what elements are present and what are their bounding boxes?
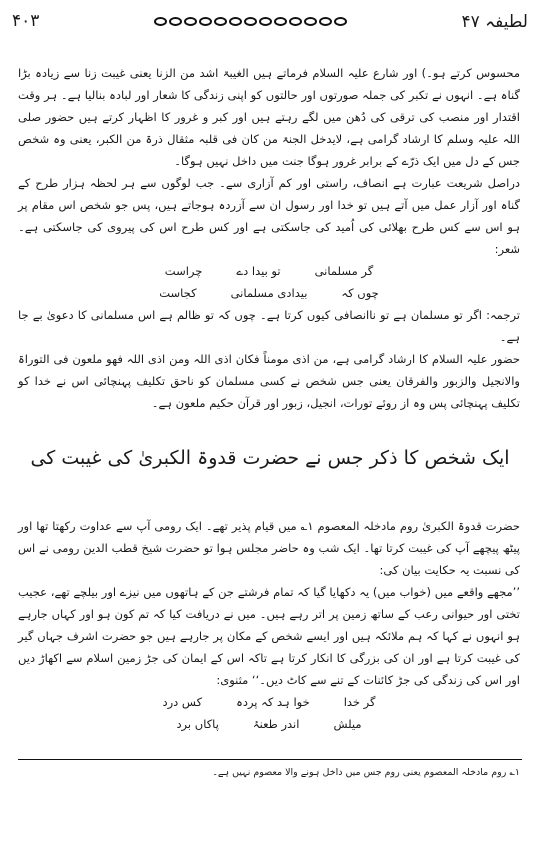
ornament-ring: [289, 17, 302, 26]
verse-segment: کجاست: [159, 286, 197, 300]
ornament-ring: [274, 17, 287, 26]
verse-segment: اندر طعنۂ: [252, 717, 300, 731]
paragraph: محسوس کرتے ہو۔) اور شارع علیہ السلام فرماتے ہیں الغیبۃ اشد من الزنا یعنی غیبت زنا سے زیادہ بڑا گناہ ہے۔ انہوں نے تکبر کی جملہ صورتوں اور حالتوں کو اپنی زندگی کا شعار اور لبادہ بنالیا ہے۔ ہر وقت اقتدار اور منصب کی ترقی کی دُھن میں لگے رہتے ہیں اور کبر و غرور کا اظہار کرتے ہیں حضور صلی اللہ علیہ وسلم کا ارشاد گرامی ہے، لایدخل الجنۃ من کان فی قلبہ مثقال ذرۃ من الکبر، یعنی وہ شخص جس کے دل میں ایک ذرّے کے برابر غرور ہوگا جنت میں داخل نہیں ہوگا۔: [18, 66, 520, 168]
verse-segment: چوں کہ: [341, 286, 379, 300]
ornament-ring: [154, 17, 167, 26]
ornament-ring: [334, 17, 347, 26]
section-heading: ایک شخص کا ذکر جس نے حضرت قدوۃ الکبریٰ کی غیبت کی: [30, 447, 510, 469]
paragraph: دراصل شریعت عبارت ہے انصاف، راستی اور کم آزاری سے۔ جب لوگوں سے ہر لحظہ ہزار طرح کے گناہ اور آزار عمل میں آتے ہیں تو خدا اور رسول ان سے آزردہ ہوجاتے ہیں، پس جو شخص اس مقام پر ہو اس سے کس طرح بھلائی کی اُمید کی جاسکتی ہے اور کس طرح اس کی پیروی کی جاسکتی ہے۔ شعر:: [18, 176, 520, 256]
verse-segment: چراست: [164, 264, 203, 278]
ornament-ring: [244, 17, 257, 26]
persian-verse-line: [18, 260, 520, 282]
persian-verse-line: [18, 691, 520, 713]
ornament-ring: [319, 17, 332, 26]
section-two: [18, 515, 520, 735]
verse-segment: گر خدا: [343, 695, 376, 709]
verse-segment: بیدادی مسلمانی: [230, 286, 308, 300]
chapter-title: لطیفہ ۴۷: [461, 11, 528, 32]
footnote-divider: [18, 759, 522, 760]
ornament-ring: [199, 17, 212, 26]
persian-verse-line: [18, 282, 520, 304]
paragraph: حضرت قدوۃ الکبریٰ روم مادخلہ المعصوم ۱؎ میں قیام پذیر تھے۔ ایک رومی آپ سے عداوت رکھتا تھا اور پیٹھ پیچھے آپ کی غیبت کرتا تھا۔ ایک شب وہ حاضر مجلس ہوا تو حضرت شیخ قطب الدین رومی نے اس کی نسبت یہ حکایت بیان کی:: [18, 519, 520, 577]
verse-segment: پاکاں برد: [176, 717, 219, 731]
translation: ترجمہ: اگر تو مسلمان ہے تو ناانصافی کیوں کرتا ہے۔ چوں کہ تو ظالم ہے اس مسلمانی کا دعویٰ بے جا ہے۔: [18, 308, 520, 344]
paragraph: حضور علیہ السلام کا ارشاد گرامی ہے، من اذی مومناً فکان اذی اللہ ومن اذی اللہ فھو ملعون فی التوراۃ والانجیل والزبور والفرقان یعنی جس شخص نے کسی مسلمان کو ناحق تکلیف پہنچائی اس نے خدا کو تکلیف پہنچائی پس وہ از روئے تورات، انجیل، زبور اور قرآن حکیم ملعون ہے۔: [18, 352, 520, 410]
persian-verse-line: [18, 713, 520, 735]
header-ornament: [153, 17, 348, 26]
verse-segment: کس درد: [162, 695, 203, 709]
ornament-ring: [229, 17, 242, 26]
verse-segment: تو بیدا دے: [236, 264, 281, 278]
paragraph: ’’مجھے واقعے میں (خواب میں) یہ دکھایا گیا کہ تمام فرشتے جن کے ہاتھوں میں نیزے اور بیلچے تھے، عجیب تختی اور حیوانی رعب کے ساتھ زمین پر اتر رہے ہیں۔ میں نے دریافت کیا کہ تم کون ہو اور کہاں جارہے ہو انہوں نے کہا کہ ہم ملائکہ ہیں اور ایسے شخص کے مکان پر جارہے ہیں جو حضرت اشرف جہاں گیر کی غیبت کرتا ہے اور ان کی بزرگی کا انکار کرتا ہے تاکہ اس کے ایمان کی جڑ زمین اسلام سے اکھاڑ دیں اور اس کی زندگی کی جڑ کائنات کے تنے سے کاٹ دیں۔‘‘ مثنوی:: [18, 585, 520, 687]
ornament-ring: [304, 17, 317, 26]
footnote: ۱؎ روم مادخلہ المعصوم یعنی روم جس میں داخل ہونے والا معصوم نہیں ہے۔: [212, 767, 520, 778]
page-number: ۴۰۳: [12, 11, 40, 31]
ornament-ring: [184, 17, 197, 26]
ornament-ring: [169, 17, 182, 26]
page-header: [12, 6, 528, 36]
verse-segment: میلش: [333, 717, 362, 731]
ornament-ring: [259, 17, 272, 26]
verse-segment: خوا ہد کہ پردہ: [236, 695, 310, 709]
verse-segment: گر مسلمانی: [314, 264, 374, 278]
section-one: [18, 62, 520, 414]
ornament-ring: [214, 17, 227, 26]
